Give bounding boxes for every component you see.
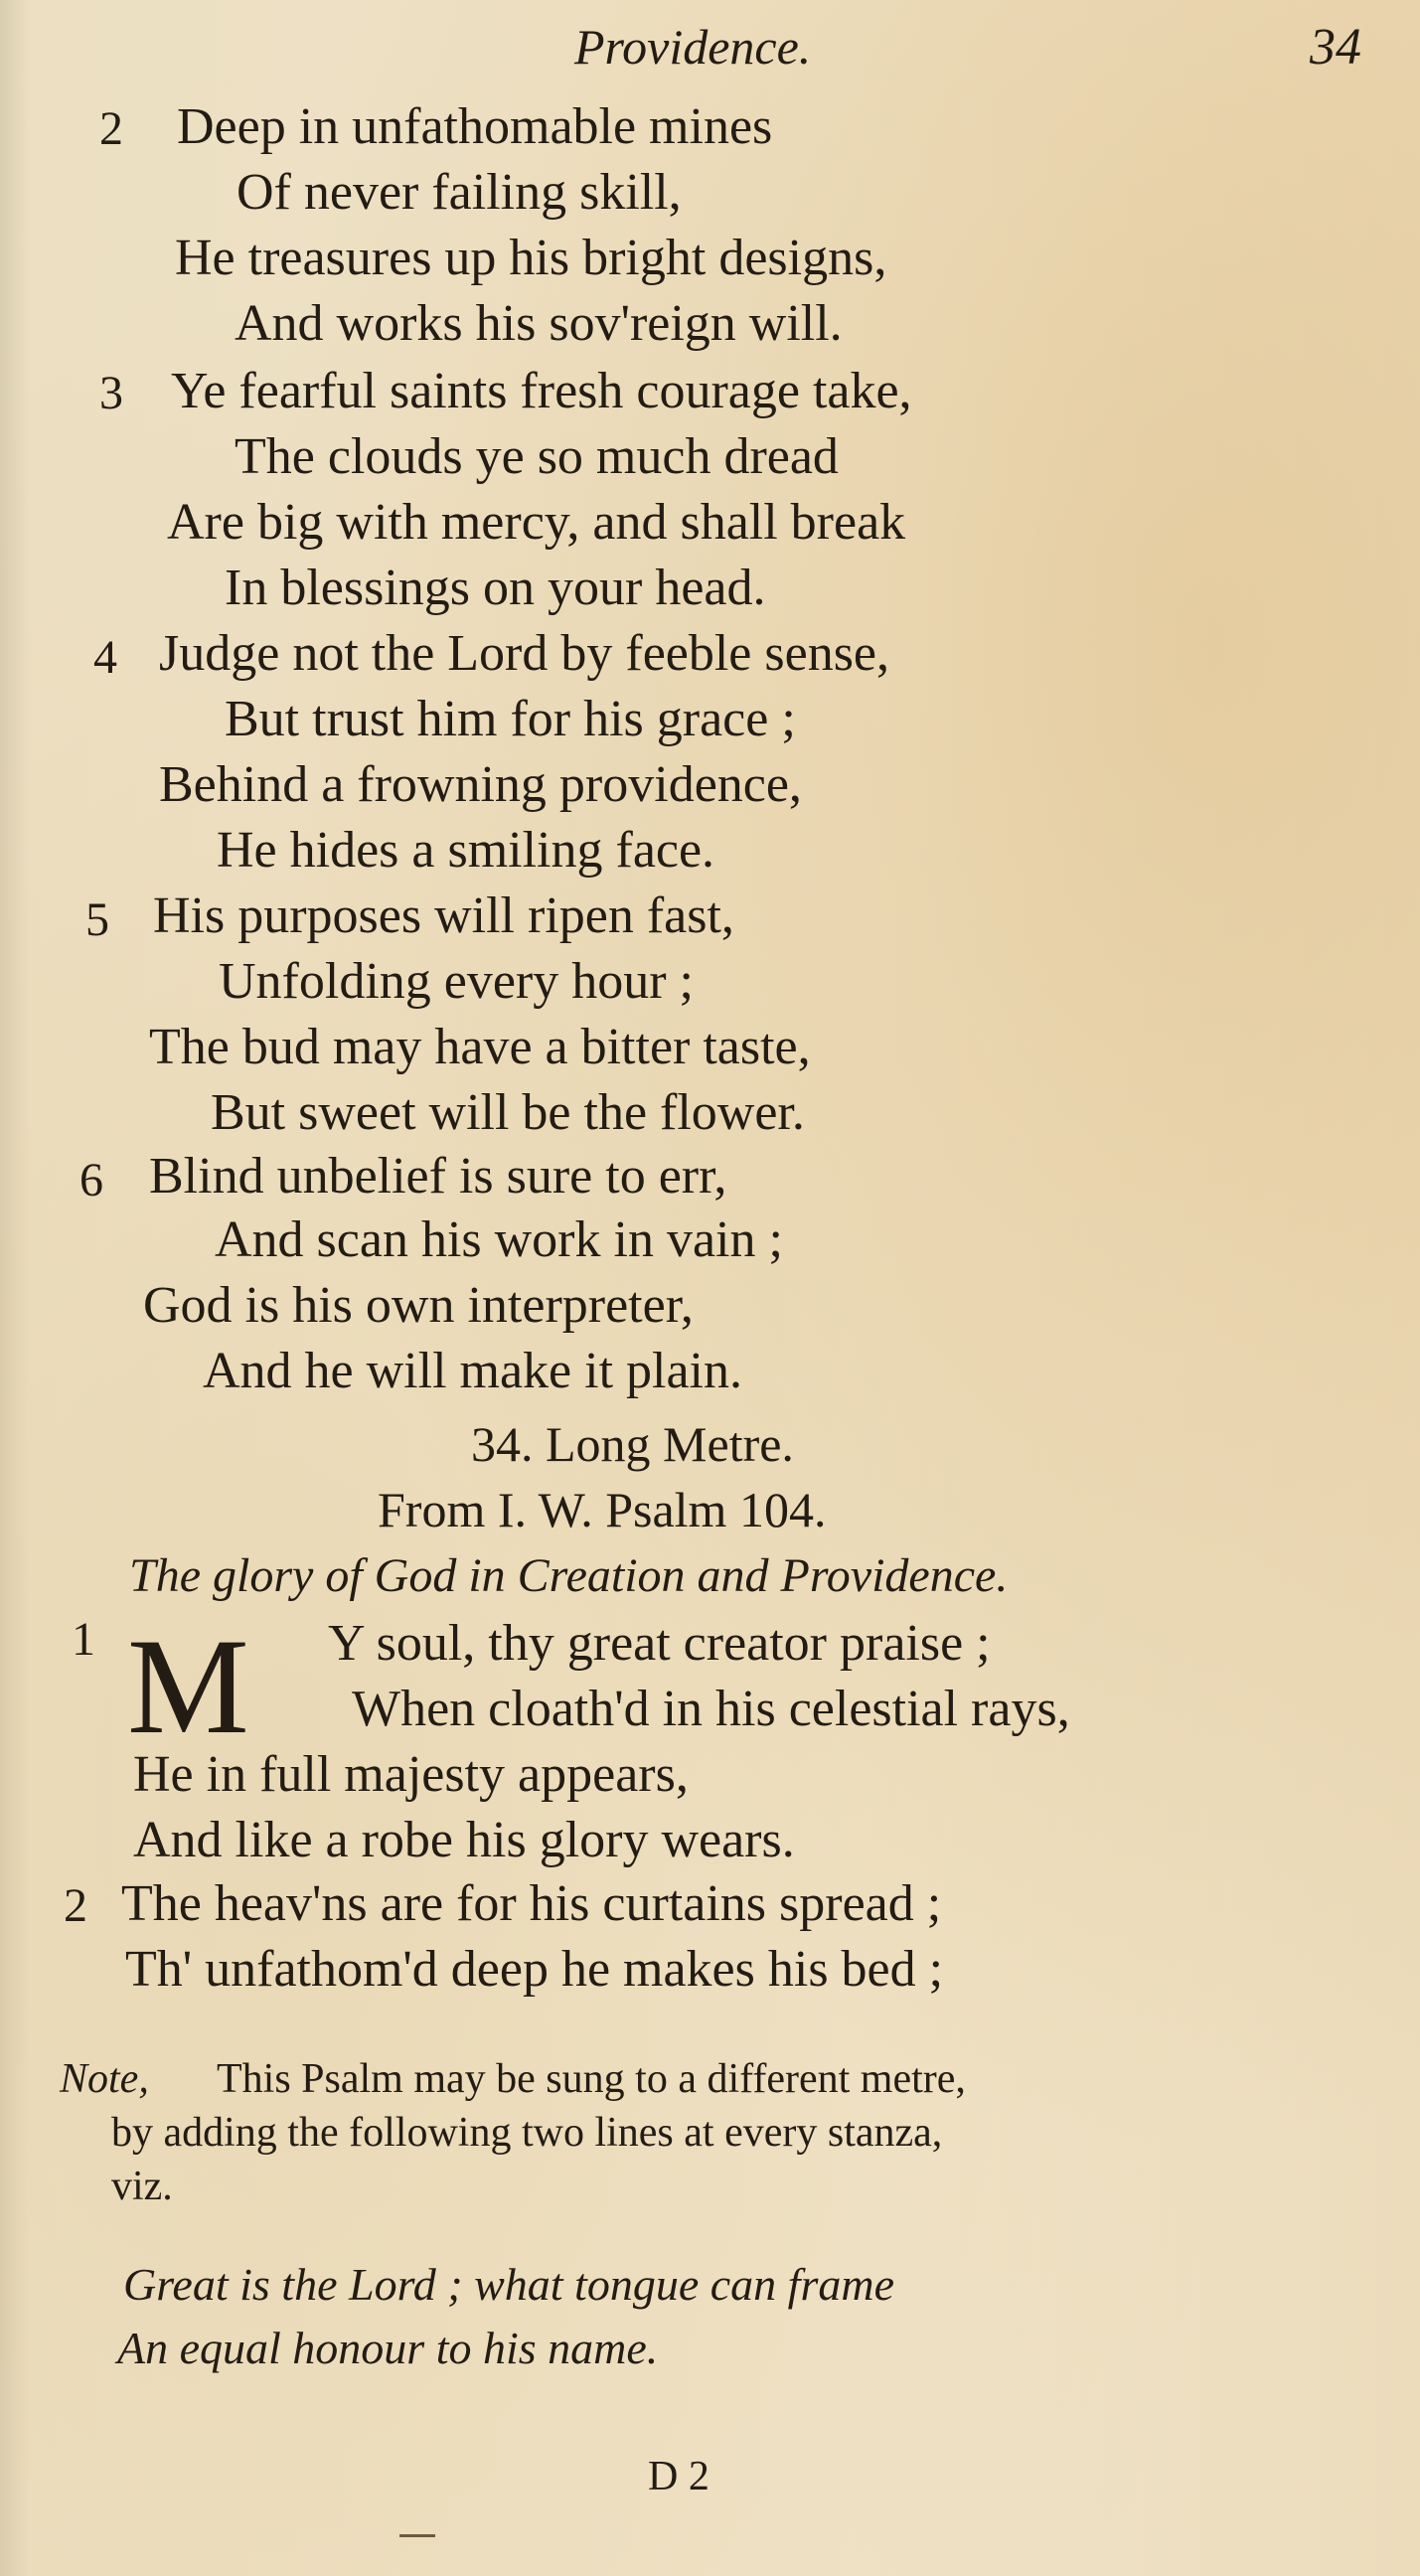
drop-cap: M (127, 1610, 249, 1762)
stanza-number: 2 (99, 102, 123, 155)
note-line: by adding the following two lines at every stanza, (111, 2110, 943, 2156)
verse-line: Judge not the Lord by feeble sense, (159, 625, 890, 682)
verse-line: In blessings on your head. (225, 560, 766, 616)
verse-line: Blind unbelief is sure to err, (149, 1148, 727, 1205)
stanza-number: 1 (72, 1613, 95, 1666)
note-label: Note, (60, 2056, 149, 2102)
verse-line: His purposes will ripen fast, (153, 887, 734, 944)
verse-line: And works his sov'reign will. (235, 295, 843, 352)
hymn-source: From I. W. Psalm 104. (378, 1482, 827, 1537)
verse-line: But trust him for his grace ; (225, 691, 796, 747)
verse-line: Are big with mercy, and shall break (167, 494, 906, 551)
verse-line: God is his own interpreter, (143, 1277, 694, 1334)
verse-line: The clouds ye so much dread (235, 428, 839, 485)
note-couplet-line: Great is the Lord ; what tongue can frame (123, 2259, 894, 2310)
page-number: 34 (1310, 19, 1361, 76)
verse-line: Of never failing skill, (237, 164, 682, 221)
verse-line: Th' unfathom'd deep he makes his bed ; (125, 1941, 944, 1998)
hymn-heading: 34. Long Metre. (471, 1416, 794, 1472)
hymn-subtitle: The glory of God in Creation and Providence. (129, 1549, 1009, 1602)
verse-line: Deep in unfathomable mines (177, 98, 773, 155)
stanza-number: 5 (85, 893, 109, 946)
verse-line: But sweet will be the flower. (211, 1084, 805, 1141)
note-line: viz. (111, 2164, 173, 2209)
verse-line: Behind a frowning providence, (159, 756, 802, 813)
stanza-number: 4 (93, 631, 117, 684)
bottom-rule (399, 2534, 435, 2537)
verse-line: He hides a smiling face. (217, 822, 715, 879)
verse-line: And scan his work in vain ; (215, 1211, 783, 1268)
printer-signature: D 2 (648, 2454, 710, 2499)
stanza-number: 2 (64, 1879, 87, 1932)
running-title: Providence. (574, 19, 812, 75)
verse-line: The bud may have a bitter taste, (149, 1019, 811, 1075)
verse-line: When cloath'd in his celestial rays, (352, 1681, 1070, 1737)
note-line: This Psalm may be sung to a different metre, (217, 2056, 966, 2102)
stanza-number: 3 (99, 367, 123, 419)
verse-line: He treasures up his bright designs, (175, 230, 887, 286)
note-couplet-line: An equal honour to his name. (117, 2323, 659, 2373)
stanza-number: 6 (79, 1154, 103, 1207)
verse-line: And like a robe his glory wears. (133, 1812, 795, 1868)
verse-line: And he will make it plain. (203, 1343, 743, 1399)
verse-line: The heav'ns are for his curtains spread ; (121, 1875, 942, 1932)
verse-line: Y soul, thy great creator praise ; (328, 1615, 991, 1672)
verse-line: He in full majesty appears, (133, 1746, 689, 1803)
verse-line: Unfolding every hour ; (219, 953, 695, 1010)
verse-line: Ye fearful saints fresh courage take, (171, 363, 912, 419)
